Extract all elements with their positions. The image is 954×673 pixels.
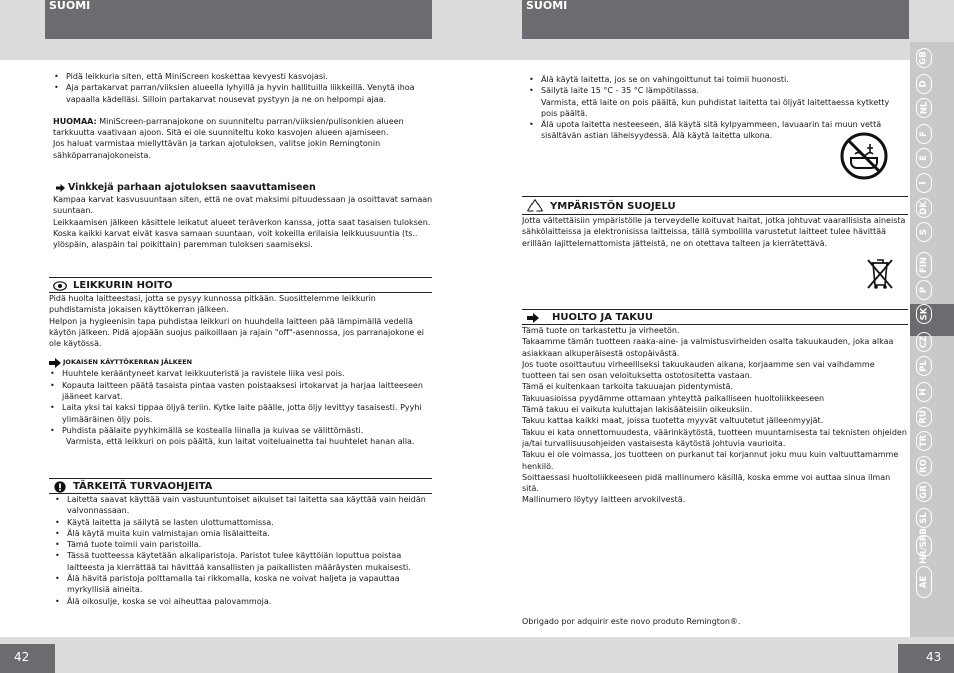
tab-gb[interactable] bbox=[916, 48, 932, 68]
tab-gr[interactable] bbox=[916, 482, 932, 502]
arrow-right-icon bbox=[49, 358, 63, 368]
footer-band bbox=[0, 637, 954, 673]
note-text: MiniScreen-parranajokone on suunniteltu parran/viiksien/pulisonkien alueen tarkkuutta vaativaan ajoon. Sitä ei ole suunniteltu koko kasvojen alueen ajamiseen. bbox=[53, 116, 404, 138]
tab-hr-srb[interactable] bbox=[916, 528, 932, 564]
tab-label: H bbox=[919, 388, 929, 396]
environment-heading-text: YMPÄRISTÖN SUOJELU bbox=[550, 200, 676, 212]
clean-after-text: Varmista, että leikkuri on pois päältä, kun laitat voiteluainetta tai huuhtelet hanan alla. bbox=[66, 437, 415, 447]
warranty-line: Takaamme tämän tuotteen raaka-aine- ja valmistusvirheiden osalta takuukauden, joka alkaa asiakkaan alkuperäisestä ostopäivästä. bbox=[522, 337, 894, 358]
tab-ro[interactable] bbox=[916, 456, 932, 476]
tab-label: D bbox=[919, 80, 929, 88]
right-header-title: SUOMI bbox=[526, 0, 568, 12]
warranty-line: Tämä tuote on tarkastettu ja virheetön. bbox=[522, 326, 680, 335]
left-page-content bbox=[53, 71, 433, 251]
warranty-heading bbox=[522, 310, 908, 324]
tab-ru[interactable] bbox=[916, 407, 932, 427]
left-header bbox=[45, 0, 432, 39]
arrow-right-icon bbox=[55, 182, 65, 194]
clean-list bbox=[49, 368, 432, 436]
tab-s[interactable] bbox=[916, 222, 932, 242]
care-paragraph-1: Pidä huolta laitteestasi, jotta se pysyy kunnossa pitkään. Suosittelemme leikkurin puhdistamista jokaisen käyttökerran jälkeen. bbox=[49, 294, 376, 315]
tips-paragraph-2: Leikkaamisen jälkeen käsittele leikatut alueet teräverkon kanssa, jotta saat tasaisen tuloksen. Koska kaikki karvat eivät kasva samaan suuntaan, voit kokeilla erilaisia leikkuusuuntia (ts.. ylöspäin, alaspäin tai poikittain) paremman tuloksen saamiseksi. bbox=[53, 217, 431, 250]
clean-heading-text: JOKAISEN KÄYTTÖKERRAN JÄLKEEN bbox=[63, 358, 193, 367]
language-tabs bbox=[910, 42, 954, 637]
warranty-line: Takuu ei kata onnettomuudesta, väärinkäytöstä, tuotteen muuntamisesta tai teknisten ohjeiden ja/tai turvallisuusohjeiden vastaisesta käytöstä johtuvia vaurioita. bbox=[522, 427, 907, 448]
warranty-line: Soittaessasi huoltoliikkeeseen pidä mallinumero käsillä, koska emme voi auttaa sinua ilman sitä. bbox=[522, 472, 891, 494]
top-list bbox=[528, 74, 908, 97]
top-after-text: Varmista, että laite on pois päältä, kun puhdistat laitetta tai öljyät laitettaessa kytketty pois päältä. bbox=[541, 97, 890, 118]
tab-h[interactable] bbox=[916, 382, 932, 402]
tab-i[interactable] bbox=[916, 173, 932, 193]
left-header-title: SUOMI bbox=[49, 0, 91, 12]
warranty-line: Jos tuote osoittautuu virheelliseksi takuukauden aikana, korjaamme sen vai vaihdamme tuotteen tai sen osan veloituksetta ostotositetta vastaan. bbox=[522, 359, 875, 381]
closing-text: Obrigado por adquirir este novo produto Remington®. bbox=[522, 617, 741, 626]
list-item: • Älä oikosulje, koska se voi aiheuttaa palovammoja. bbox=[54, 596, 432, 607]
warranty-line: Tämä ei kuitenkaan tarkoita takuuajan pidentymistä. bbox=[522, 382, 734, 392]
warranty-section bbox=[522, 309, 908, 506]
note-text-2: Jos haluat varmistaa miellyttävän ja tarkan ajotuloksen, valitse jokin Remingtonin sähköparranajokoneista. bbox=[53, 139, 381, 160]
tab-d[interactable] bbox=[916, 74, 932, 94]
intro-list bbox=[53, 71, 433, 105]
tab-label: FIN bbox=[919, 256, 929, 274]
right-header bbox=[522, 0, 909, 39]
list-item: • Älä käytä muita kuin valmistajan omia lisälaitteita. bbox=[54, 528, 432, 539]
tab-cz[interactable] bbox=[916, 332, 932, 352]
list-item: • Laitetta saavat käyttää vain vastuuntuntoiset aikuiset tai laitetta saa käyttää vain heidän valvonnassaan. bbox=[54, 494, 432, 517]
tab-label: TR bbox=[919, 434, 929, 448]
warranty-heading-text: HUOLTO JA TAKUU bbox=[552, 312, 654, 323]
tab-p[interactable] bbox=[916, 280, 932, 300]
eye-icon bbox=[53, 280, 67, 292]
care-heading bbox=[49, 278, 432, 292]
safety-heading-text: TÄRKEITÄ TURVAOHJEITA bbox=[73, 481, 213, 492]
no-bath-icon bbox=[840, 132, 888, 180]
warranty-body bbox=[522, 325, 908, 506]
list-item: • Säilytä laite 15 °C - 35 °C lämpötilassa. bbox=[528, 85, 908, 96]
warranty-line: Takuu kattaa kaikki maat, joissa tuotetta myyvät valtuutetut jälleenmyyjät. bbox=[522, 416, 824, 426]
warning-icon bbox=[53, 481, 67, 493]
tips-heading-text: Vinkkejä parhaan ajotuloksen saavuttamiseen bbox=[68, 182, 316, 194]
tab-label: E bbox=[919, 155, 929, 161]
arrow-right-icon bbox=[526, 312, 540, 324]
tab-pl[interactable] bbox=[916, 356, 932, 376]
tips-heading bbox=[53, 180, 433, 194]
tab-e[interactable] bbox=[916, 148, 932, 168]
tab-label: PL bbox=[919, 360, 929, 372]
list-item: • Laita yksi tai kaksi tippaa öljyä teriin. Kytke laite päälle, jotta öljy levittyy tasaisesti. Pyyhi ylimääräinen öljy pois. bbox=[49, 402, 432, 425]
tab-ae[interactable] bbox=[916, 566, 932, 598]
right-page-number: 43 bbox=[898, 644, 954, 673]
tab-sk[interactable] bbox=[916, 304, 932, 324]
tab-label: DK bbox=[919, 201, 929, 215]
weee-bin-icon bbox=[864, 257, 896, 291]
note-paragraph bbox=[53, 116, 433, 139]
tab-label: RU bbox=[918, 410, 929, 424]
list-item: • Käytä laitetta ja säilytä se lasten ulottumattomissa. bbox=[54, 517, 432, 528]
safety-heading bbox=[49, 479, 432, 493]
left-page-number: 42 bbox=[0, 644, 55, 673]
tab-sl[interactable] bbox=[916, 508, 932, 528]
list-item: • Huuhtele kerääntyneet karvat leikkuuteristä ja ravistele liika vesi pois. bbox=[49, 368, 432, 379]
list-item: • Tämä tuote toimii vain paristoilla. bbox=[54, 539, 432, 550]
tips-paragraph-1: Kampaa karvat kasvusuuntaan siten, että ne ovat maksimi pituudessaan ja osoittavat samaan suuntaan. bbox=[53, 195, 433, 216]
list-item: • Puhdista päälaite pyyhkimällä se kostealla liinalla ja kuivaa se välittömästi. bbox=[49, 425, 432, 436]
safety-section bbox=[49, 478, 432, 607]
tab-nl[interactable] bbox=[916, 98, 932, 118]
safety-list bbox=[49, 494, 432, 607]
list-item: • Älä upota laitetta nesteeseen, älä käytä sitä kylpyammeen, lavuaarin tai muun vettä sisältävän astian läheisyydessä. Älä käytä laitetta ulkona. bbox=[528, 119, 908, 142]
tab-label: GB bbox=[919, 51, 929, 65]
list-item: • Älä hävitä paristoja polttamalla tai rikkomalla, koska ne voivat haljeta ja vapauttaa myrkyllisiä aineita. bbox=[54, 573, 432, 596]
environment-section bbox=[522, 196, 908, 249]
environment-text: Jotta vältettäisiin ympäristölle ja terveydelle koituvat haitat, jotka johtuvat vaarallisista aineista sähkölaitteissa ja elektronisissa laitteissa, tällä symbolilla varustetut laitteet tulee hävittää erillään lajittelemattomista jätteistä, ne on otettava talteen ja kierrätettävä. bbox=[522, 216, 906, 248]
tab-label: F bbox=[919, 131, 929, 137]
warranty-line: Takuu ei ole voimassa, jos tuotteen on purkanut tai korjannut joku muu kuin valtuuttamamme henkilö. bbox=[522, 450, 899, 471]
tab-label: SL bbox=[918, 512, 929, 524]
tab-label: I bbox=[918, 181, 929, 185]
environment-heading bbox=[522, 197, 908, 214]
list-item: • Kopauta laitteen päätä tasaista pintaa vasten poistaaksesi irtokarvat ja harjaa laitteeseen jääneet karvat. bbox=[49, 380, 432, 403]
tab-label: P bbox=[918, 286, 929, 294]
list-item: • Aja partakarvat parran/viiksien alueella lyhyillä ja hyvin hallituilla liikkeillä. Venytä ihoa vapaalla kädelläsi. Silloin partakarvat nousevat pystyyn ja ne on helpompi ajaa. bbox=[53, 82, 433, 105]
tab-label: NL bbox=[919, 101, 929, 115]
clean-heading bbox=[49, 357, 432, 368]
tab-label: SK bbox=[919, 307, 929, 321]
care-section bbox=[49, 277, 432, 448]
list-item: • Tässä tuotteessa käytetään alkaliparistoja. Paristot tulee käyttöiän loputtua poistaa laitteesta ja kierrättää tai hävittää kansallisten ja paikallisten määräysten mukaisesti. bbox=[54, 550, 432, 573]
warranty-line: Mallinumero löytyy laitteen arvokilvestä. bbox=[522, 495, 686, 505]
note-label: HUOMAA: bbox=[53, 116, 97, 126]
recycle-icon bbox=[526, 198, 544, 214]
care-heading-text: LEIKKURIN HOITO bbox=[73, 280, 173, 291]
warranty-line: Takuuasioissa pyydämme ottamaan yhteyttä paikalliseen huoltoliikkeeseen bbox=[522, 393, 825, 403]
warranty-line: Tämä takuu ei vaikuta kuluttajan lakisääteisiin oikeuksiin. bbox=[522, 405, 753, 415]
list-item: • Pidä leikkuria siten, että MiniScreen koskettaa kevyesti kasvojasi. bbox=[53, 71, 433, 82]
tab-label: GR bbox=[919, 485, 929, 499]
tab-label: AE bbox=[918, 575, 929, 589]
tab-label: S bbox=[919, 228, 929, 236]
tab-label: HR/SRB bbox=[919, 528, 930, 564]
tab-label: CZ bbox=[919, 335, 929, 349]
tab-f[interactable] bbox=[916, 124, 932, 144]
tab-dk[interactable] bbox=[916, 198, 932, 218]
list-item: • Älä käytä laitetta, jos se on vahingoittunut tai toimii huonosti. bbox=[528, 74, 908, 85]
care-paragraph-2: Helpon ja hygieenisin tapa puhdistaa leikkuri on huuhdella laitteen pää lämpimällä vedellä käytön jälkeen. Pidä ajopään suojus paikoillaan ja rajain "off"-asennossa, jos parranajokone ei ole käytössä. bbox=[49, 316, 425, 349]
tab-fin[interactable] bbox=[916, 252, 932, 278]
tab-label: RO bbox=[919, 459, 929, 473]
tab-tr[interactable] bbox=[916, 431, 932, 451]
